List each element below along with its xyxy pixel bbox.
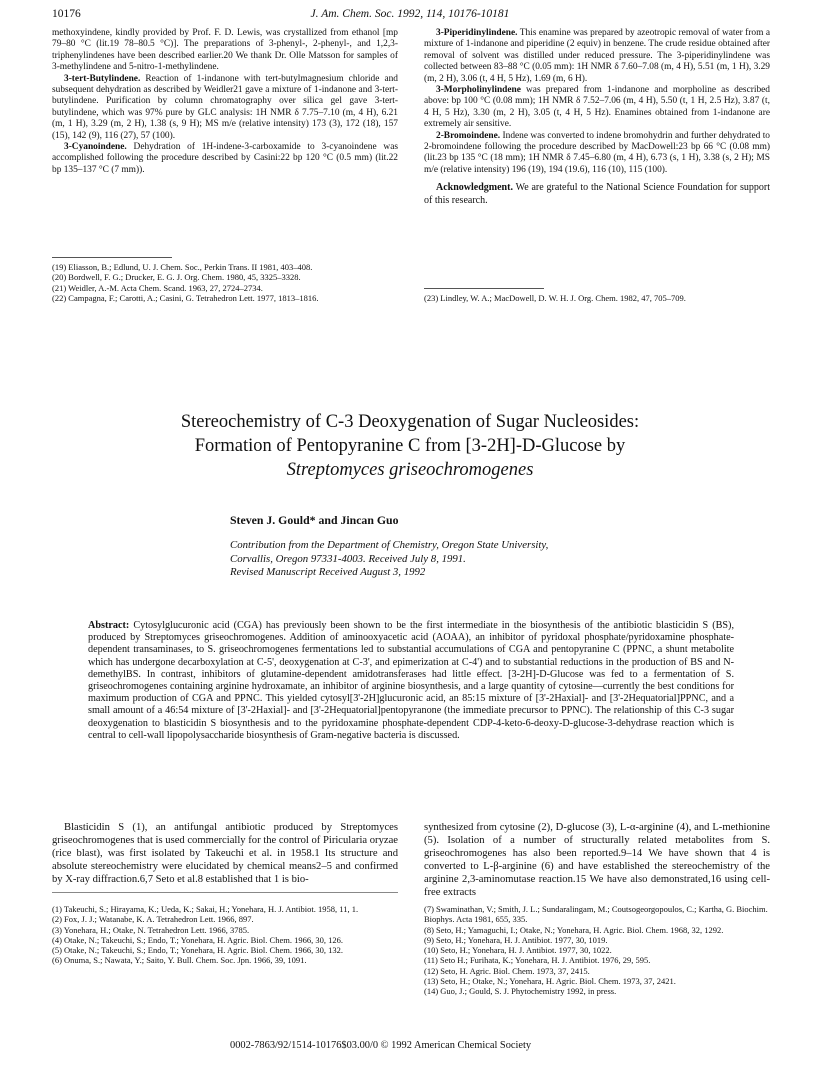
paragraph-heading: 3-tert-Butylindene.: [64, 73, 141, 84]
reference: (5) Otake, N.; Takeuchi, S.; Endo, T.; Yonehara, H. Agric. Biol. Chem. 1966, 30, 132.: [52, 945, 343, 956]
reference: (23) Lindley, W. A.; MacDowell, D. W. H. J. Org. Chem. 1982, 47, 705–709.: [424, 293, 686, 303]
article-title: [70, 410, 750, 482]
authors: Steven J. Gould* and Jincan Guo: [230, 513, 399, 527]
reference: (21) Weidler, A.-M. Acta Chem. Scand. 1963, 27, 2724–2734.: [52, 282, 263, 293]
reference: (12) Seto, H. Agric. Biol. Chem. 1973, 37, 2415.: [424, 965, 590, 976]
paragraph-text: This enamine was prepared by azeotropic removal of water from a mixture of 1-indanone and piperidine (2 equiv) in benzene. The crude residue obtained after removal of solvent was distilled under reduced pressure. The 3-piperidinylindene was collected between 83–88 °C (0.05 mm): 1H NMR δ 7.60–7.08 (m, 4 H), 5.51 (m, 1 H), 3.29 (m, 2 H), 3.06 (t, 4 H, 5 Hz), 1.69 (m, 6 H).: [424, 28, 770, 84]
top-right-references: [424, 293, 770, 303]
paragraph-heading: 3-Piperidinylindene.: [436, 28, 518, 38]
reference: (10) Seto, H.; Yonehara, H. J. Antibiot. 1977, 30, 1022.: [424, 945, 612, 956]
affiliation-line: Corvallis, Oregon 97331-4003. Received July 8, 1991.: [230, 552, 466, 565]
footnote-divider: [424, 288, 544, 289]
copyright-footer: 0002-7863/92/1514-10176$03.00/0 © 1992 American Chemical Society: [230, 1040, 532, 1051]
reference: (11) Seto H.; Furihata, K.; Yonehara, H. J. Antibiot. 1976, 29, 595.: [424, 955, 651, 966]
reference: (20) Bordwell, F. G.; Drucker, E. G. J. Org. Chem. 1980, 45, 3325–3328.: [52, 272, 301, 283]
affiliation-line: Revised Manuscript Received August 3, 1992: [230, 566, 426, 578]
page-number: 10176: [52, 8, 81, 20]
paragraph-heading: 3-Cyanoindene.: [64, 142, 127, 153]
reference: (13) Seto, H.; Otake, N.; Yonehara, H. Agric. Biol. Chem. 1973, 37, 2421.: [424, 976, 676, 987]
title-line: Streptomyces griseochromogenes: [286, 460, 534, 480]
top-right-paragraph-1: [424, 28, 770, 85]
body-column-right: synthesized from cytosine (2), D-glucose (3), L-α-arginine (4), and L-methionine (5). Isolation of a number of structurally related metabolites from S. griseochromogenes has also been reported.9–14 We have shown that 4 is converted to L-β-arginine (6) and have established the stereochemistry of the arginine 2,3-aminomutase reaction.15 We have also demonstrated,16 using cell-free extracts: [424, 822, 770, 898]
reference: (8) Seto, H.; Yamaguchi, I.; Otake, N.; Yonehara, H. Agric. Biol. Chem. 1968, 32, 1292.: [424, 924, 724, 935]
acknowledgment-text: We are grateful to the National Science Foundation for support of this research.: [424, 182, 770, 206]
bottom-right-references: [424, 904, 770, 997]
reference: (9) Seto, H.; Yonehara, H. J. Antibiot. 1977, 30, 1019.: [424, 934, 608, 945]
top-right-column: [424, 28, 770, 207]
paragraph-heading: 2-Bromoindene.: [436, 130, 501, 141]
paragraph-text: Reaction of 1-indanone with tert-butylmagnesium chloride and subsequent dehydration as described by Weidler21 gave a mixture of 1-indanone and 3-tert-butylindene. Purification by column chromatography over silica gel gave 3-tert-butylindene, which was 97% pure by GLC analysis: 1H NMR δ 7.75–7.10 (m, 4 H), 6.21 (m, 1 H), 3.29 (m, 2 H), 1.38 (s, 9 H); MS m/e (relative intensity) 173 (3), 172 (18), 157 (15), 142 (9), 116 (27), 57 (100).: [52, 73, 398, 141]
reference: (2) Fox, J. J.; Watanabe, K. A. Tetrahedron Lett. 1966, 897.: [52, 914, 254, 925]
abstract: [88, 620, 734, 742]
affiliation-line: Contribution from the Department of Chemistry, Oregon State University,: [230, 539, 549, 551]
paragraph-heading: 3-Morpholinylindene: [436, 85, 521, 96]
reference: (22) Campagna, F.; Carotti, A.; Casini, G. Tetrahedron Lett. 1977, 1813–1816.: [52, 292, 319, 303]
title-line: Stereochemistry of C-3 Deoxygenation of Sugar Nucleosides:: [180, 412, 640, 432]
reference: (6) Onuma, S.; Nawata, Y.; Saito, Y. Bull. Chem. Soc. Jpn. 1966, 39, 1091.: [52, 955, 307, 966]
footnote-divider: [52, 892, 398, 893]
acknowledgment-heading: Acknowledgment.: [436, 182, 513, 194]
affiliation: [230, 539, 750, 580]
title-line: Formation of Pentopyranine C from [3-2H]-D-Glucose by: [194, 436, 626, 456]
paragraph-text: Indene was converted to indene bromohydrin and further dehydrated to 2-bromoindene following the procedure described by MacDowell:23 bp 66 °C (0.08 mm) (lit.23 bp 135 °C (18 mm); 1H NMR δ 7.45–6.80 (m, 4 H), 6.73 (s, 1 H), 3.38 (s, 2 H); MS m/e (relative intensity) 196 (19), 194 (19.6), 116 (10), 115 (100).: [424, 130, 770, 175]
acknowledgment: [424, 182, 770, 207]
top-right-paragraph-3: [424, 131, 770, 177]
abstract-text: Cytosylglucuronic acid (CGA) has previously been shown to be the first intermediate in the biosynthesis of the antibiotic blasticidin S (BS), produced by Streptomyces griseochromogenes. Addition of aminooxyacetic acid (AOAA), an inhibitor of pyridoxal phosphate/pyridoxamine phosphate-dependent transaminases, to S. griseochromogenes fermentations led to substantial accumulations of CGA and pentopyranine C (PPNC, a shunt metabolite which has undergone decarboxylation at C-5', deoxygenation at C-3', and epimerization at C-4') and to substantial reductions in the production of BS and N-demethylBS. In contrast, inhibitors of glutamine-dependent amidotransferases had little effect. [3-2H]-D-Glucose was fed to a fermentation of S. griseochromogenes containing arginine hydroxamate, an inhibitor of arginine biosynthesis, and a large quantity of cytosine—currently the best conditions for maximum production of CGA and PPNC. This yielded cytosyl[3'-2H]glucuronic acid, an 85:15 mixture of [3'-2Haxial]- and [3'-2Hequatorial]PPNC, and a small amount of a 46:54 mixture of [3'-2Haxial]- and [3'-2Hequatorial]pentopyranone (the immediate precursor to PPNC). The relationship of this C-3 sugar deoxygenation to blasticidin S biosynthesis and to the pyridoxamine phosphate-dependent CDP-4-keto-6-deoxy-D-glucose-3-dehydrase reaction which is central to cell-wall lipopolysaccharide biosynthesis of Gram-negative bacteria is discussed.: [88, 620, 734, 741]
reference: (14) Guo, J.; Gould, S. J. Phytochemistry 1992, in press.: [424, 986, 617, 997]
paragraph-text: was prepared from 1-indanone and morpholine as described above: bp 100 °C (0.08 mm); 1H NMR δ 7.52–7.06 (m, 4 H), 5.50 (t, 1 H, 2.5 Hz), 3.87 (t, 4 H, 5 Hz), 3.30 (m, 2 H), 3.05 (t, 4 H, 5 Hz). Enamines obtained from 1-indanone are extremely air sensitive.: [424, 85, 770, 130]
abstract-label: Abstract:: [88, 620, 130, 631]
top-right-paragraph-2: [424, 85, 770, 131]
top-left-paragraph-2: [52, 74, 398, 142]
reference: (1) Takeuchi, S.; Hirayama, K.; Ueda, K.; Sakai, H.; Yonehara, H. J. Antibiot. 1958, 11, 1.: [52, 904, 359, 914]
top-left-column: [52, 28, 398, 176]
top-left-references: [52, 262, 398, 303]
running-head: J. Am. Chem. Soc. 1992, 114, 10176-10181: [310, 8, 510, 20]
top-left-paragraph-1: methoxyindene, kindly provided by Prof. F. D. Lewis, was crystallized from ethanol [mp 79–80 °C (lit.19 78–80.5 °C)]. The preparations of 3-phenyl-, 2-phenyl-, and 1,2,3-triphenylindenes have been described earlier.20 We thank Dr. Olle Matsson for samples of 3-methylindene and 5-nitro-1-methylindene.: [52, 28, 398, 73]
bottom-left-references: [52, 904, 398, 966]
reference: (4) Otake, N.; Takeuchi, S.; Endo, T.; Yonehara, H. Agric. Biol. Chem. 1966, 30, 126.: [52, 934, 343, 945]
paragraph-text: Dehydration of 1H-indene-3-carboxamide to 3-cyanoindene was accomplished following the procedure described by Casini:22 bp 120 °C (0.5 mm) (lit.22 bp 135–137 °C (7 mm)).: [52, 142, 398, 175]
reference: (3) Yonehara, H.; Otake, N. Tetrahedron Lett. 1966, 3785.: [52, 924, 250, 935]
body-column-left: Blasticidin S (1), an antifungal antibiotic produced by Streptomyces griseochromogenes that is used commercially for the control of Piricularia oryzae (rice blast), was first isolated by Takeuchi et al. in 1958.1 Its structure and absolute stereochemistry were elucidated by chemical means2–5 and confirmed by X-ray diffraction.6,7 Seto et al.8 established that 1 is bio-: [52, 822, 398, 885]
top-left-paragraph-3: [52, 142, 398, 176]
reference: (7) Swaminathan, V.; Smith, J. L.; Sundaralingam, M.; Coutsogeorgopoulos, C.; Kartha, G. Biochim. Biophys. Acta 1981, 655, 335.: [424, 904, 768, 925]
reference: (19) Eliasson, B.; Edlund, U. J. Chem. Soc., Perkin Trans. II 1981, 403–408.: [52, 262, 313, 272]
footnote-divider: [52, 257, 172, 258]
